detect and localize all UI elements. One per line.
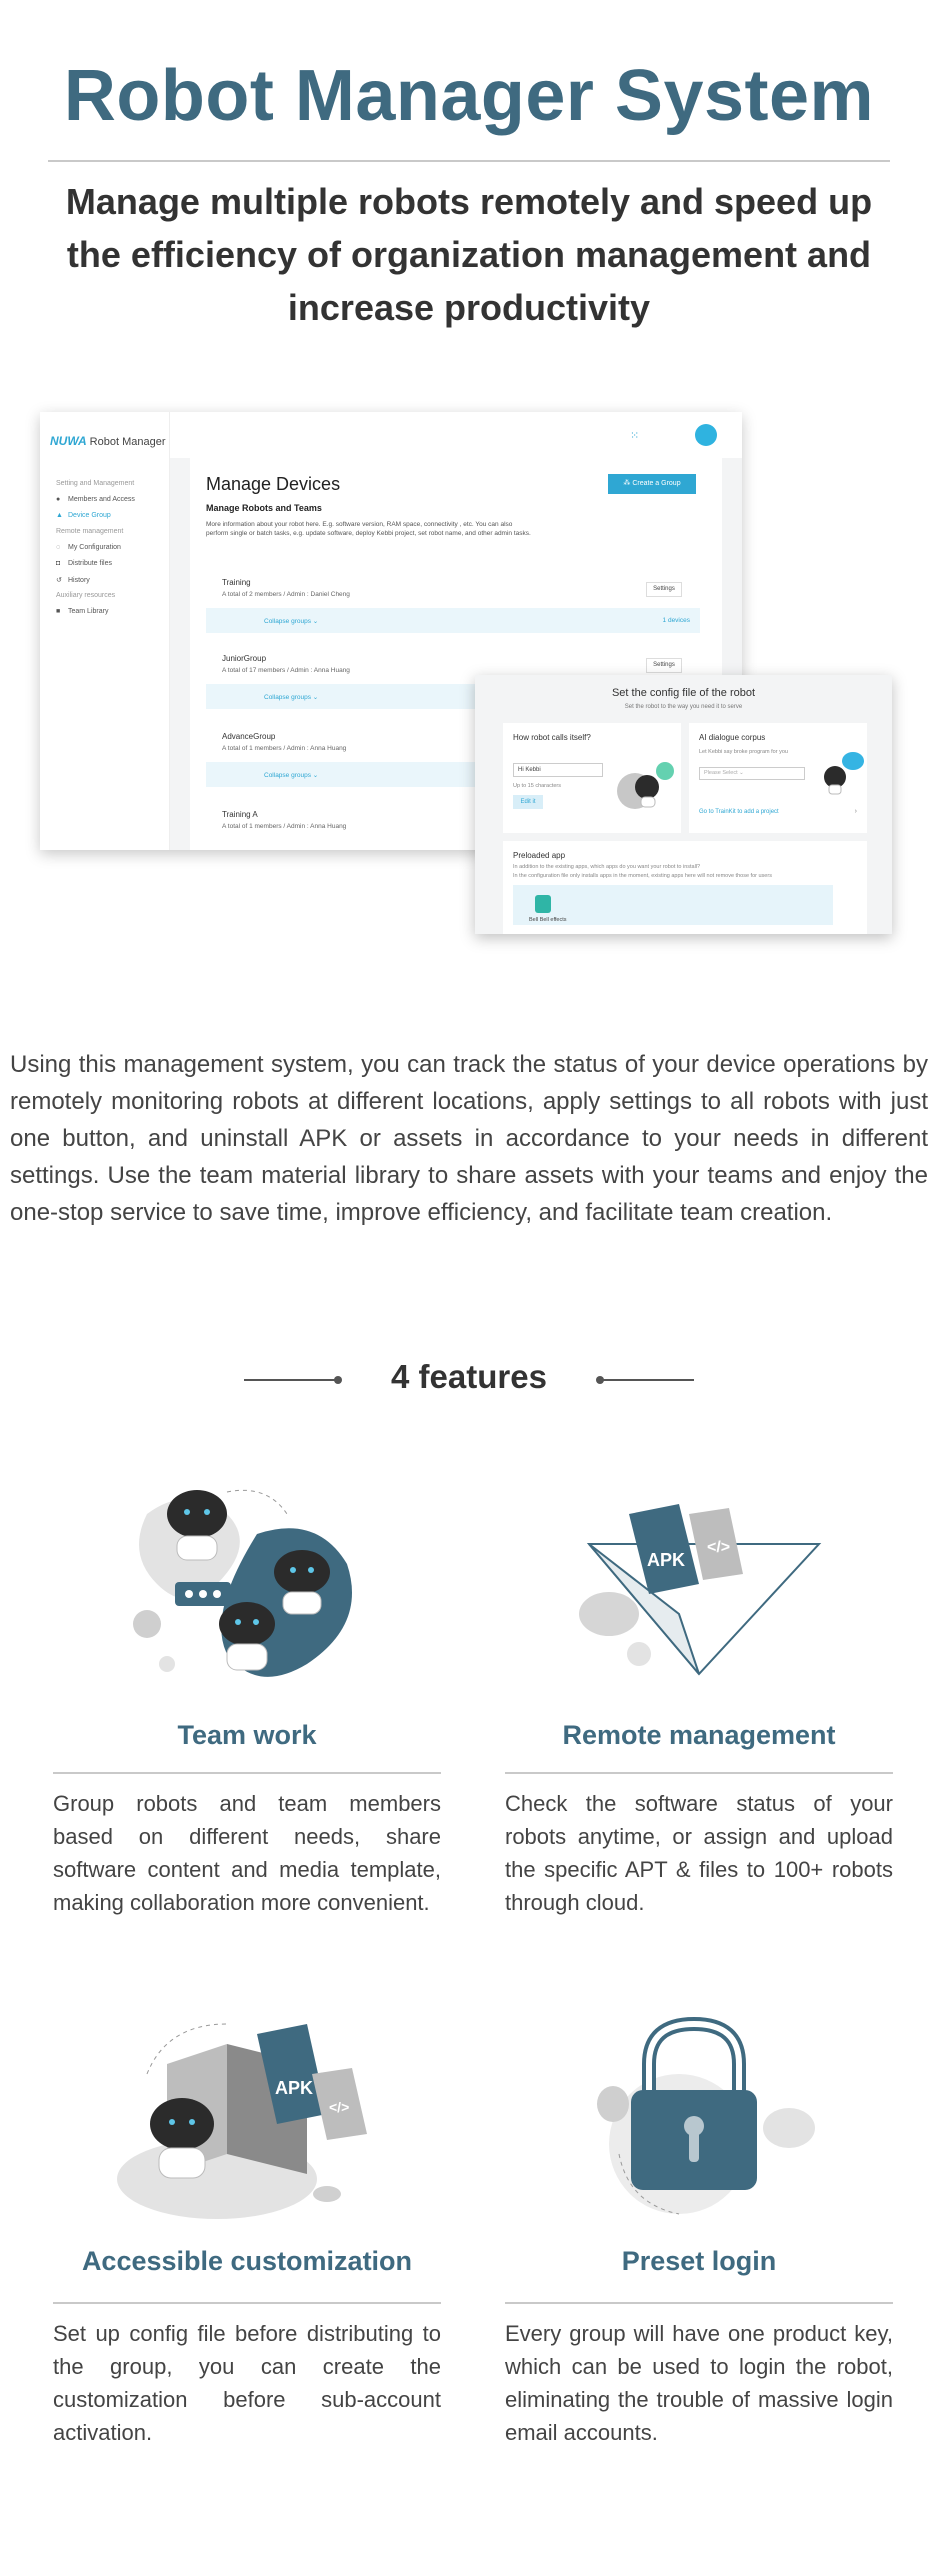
feature-title: Accessible customization: [81, 2246, 413, 2276]
sidebar-section-setting: Setting and Management: [56, 480, 135, 487]
paper-plane-apk-icon: [559, 1474, 839, 1704]
svg-text:</>: </>: [707, 1539, 731, 1556]
mock-sidebar: [40, 412, 170, 850]
sidebar-item-team-library[interactable]: ■ Team Library: [56, 608, 109, 615]
ai-corpus-subtitle: Let Kebbi say broke program for you: [699, 749, 788, 755]
sidebar-item-device-group[interactable]: ▲ Device Group: [56, 512, 111, 519]
ai-corpus-title: AI dialogue corpus: [699, 733, 766, 742]
sidebar-section-remote: Remote management: [56, 528, 124, 535]
svg-text:APK: APK: [275, 2078, 314, 2098]
trainkit-link[interactable]: Go to TrainKit to add a project: [699, 809, 779, 815]
page-subtitle: Manage multiple robots remotely and speed up the efficiency of organization management and increase productivity: [65, 181, 873, 328]
robot-call-card: [503, 723, 681, 833]
group-name: AdvanceGroup: [222, 732, 276, 741]
app-label: Bell Bell effects: [529, 917, 567, 923]
chevron-right-icon: ›: [854, 808, 857, 815]
device-group-icon: ▲: [56, 512, 63, 519]
apk-label: APK: [647, 1550, 686, 1570]
feature-description: Set up config file before distributing to the group, you can create the customization before sub-account activation.: [53, 2321, 441, 2445]
config-title: Set the config file of the robot: [611, 687, 756, 699]
app-file-icon: [535, 895, 551, 913]
chevron-down-icon: ⌄: [739, 770, 744, 776]
feature-title: Team work: [177, 1720, 317, 1750]
feature-preset-login: [505, 2004, 893, 2504]
mock-logo: NUWA Robot Manager: [50, 434, 166, 448]
feature-divider: [505, 2302, 893, 2304]
feature-divider: [53, 2302, 441, 2304]
sidebar-item-distribute[interactable]: ◘ Distribute files: [56, 560, 112, 567]
group-info: A total of 1 members / Admin : Anna Huang: [222, 823, 347, 830]
robot-call-edit-button[interactable]: Edit it: [513, 795, 543, 809]
collapse-groups-link[interactable]: Collapse groups ⌄: [264, 618, 319, 625]
robot-call-title: How robot calls itself?: [513, 733, 591, 742]
mock-topbar: [170, 412, 742, 458]
collapse-groups-link[interactable]: Collapse groups ⌄: [264, 694, 319, 701]
config-subtitle: Set the robot to the way you need it to serve: [624, 704, 743, 710]
feature-remote-management: [505, 1474, 893, 1974]
device-count: 1 devices: [662, 617, 690, 624]
library-icon: ■: [56, 608, 61, 615]
robot-speaking-icon: [615, 759, 675, 813]
sidebar-item-history[interactable]: ↺ History: [56, 577, 90, 584]
corpus-select[interactable]: Please Select ⌄: [699, 767, 805, 780]
config-icon: ◌: [56, 544, 61, 551]
feature-title: Preset login: [621, 2246, 777, 2276]
features-heading: 4 features: [391, 1358, 547, 1395]
sidebar-section-auxiliary: Auxiliary resources: [56, 592, 116, 599]
sidebar-item-config[interactable]: ◌ My Configuration: [56, 544, 121, 551]
config-file-screenshot: [475, 675, 892, 934]
history-icon: ↺: [56, 577, 62, 584]
title-divider: [48, 160, 890, 162]
ai-corpus-card: [689, 723, 867, 833]
users-icon: ●: [56, 496, 61, 503]
preloaded-app-item[interactable]: [513, 885, 833, 925]
team-robots-icon: [107, 1474, 387, 1704]
group-name: Training: [222, 578, 251, 587]
manage-devices-title: Manage Devices: [206, 474, 341, 494]
feature-description: Check the software status of your robots anytime, or assign and upload the specific APT & files to 100+ robots through cloud.: [505, 1791, 893, 1915]
manage-devices-description: More information about your robot here. E.g. software version, RAM space, connectivity , etc. You can also perform single or batch tasks, e.g. update software, deploy Kebbi project, set robot name, and other admin tasks.: [206, 521, 531, 537]
feature-description: Every group will have one product key, which can be used to login the robot, eliminating the trouble of massive login email accounts.: [505, 2321, 893, 2445]
feature-description: Group robots and team members based on different needs, share software content and media template, making collaboration more convenient.: [53, 1791, 441, 1915]
group-settings-button[interactable]: Settings: [646, 582, 682, 597]
robot-chat-icon: [815, 747, 865, 797]
system-description: Using this management system, you can track the status of your device operations by remotely monitoring robots at different locations, apply settings to all robots with just one button, and uninstall APK or assets in accordance to your needs in different settings. Use the team material library to share assets with your teams and enjoy the one-stop service to save time, improve efficiency, and facilitate team creation.: [10, 1051, 928, 1226]
preloaded-title: Preloaded app: [513, 851, 566, 860]
feature-title: Remote management: [562, 1720, 836, 1750]
feature-divider: [505, 1772, 893, 1774]
preloaded-app-card: [503, 841, 867, 934]
avatar[interactable]: [695, 424, 717, 446]
padlock-icon: [559, 2004, 839, 2234]
group-name: JuniorGroup: [222, 654, 267, 663]
feature-accessible-customization: [53, 2004, 441, 2504]
feature-divider: [53, 1772, 441, 1774]
svg-text:</>: </>: [329, 2099, 350, 2115]
page-title: Robot Manager System: [63, 56, 875, 136]
group-name: Training A: [222, 810, 258, 819]
create-group-button[interactable]: ⁂ Create a Group: [608, 474, 696, 494]
feature-team-work: [53, 1474, 441, 1974]
group-info: A total of 1 members / Admin : Anna Huang: [222, 745, 347, 752]
heading-line-right: [600, 1379, 694, 1381]
distribute-icon: ◘: [56, 560, 61, 567]
collapse-groups-link[interactable]: Collapse groups ⌄: [264, 772, 319, 779]
preloaded-sub-2: In the configuration file only installs apps in the moment, existing apps here will not remove those for users: [513, 873, 772, 879]
box-robot-files-icon: [107, 2004, 387, 2234]
group-collapse-bar[interactable]: [206, 608, 700, 633]
group-info: A total of 17 members / Admin : Anna Huang: [222, 667, 350, 674]
robot-call-hint: Up to 15 characters: [513, 783, 561, 789]
group-settings-button[interactable]: Settings: [646, 658, 682, 673]
apps-grid-icon[interactable]: ⁙: [630, 430, 640, 442]
preloaded-sub-1: In addition to the existing apps, which apps do you want your robot to install?: [513, 864, 701, 870]
group-info: A total of 2 members / Admin : Daniel Cheng: [222, 591, 350, 598]
robot-call-input[interactable]: Hi Kebbi: [513, 763, 603, 777]
sidebar-item-members[interactable]: ● Members and Access: [56, 496, 135, 503]
manage-devices-subtitle: Manage Robots and Teams: [206, 503, 322, 513]
